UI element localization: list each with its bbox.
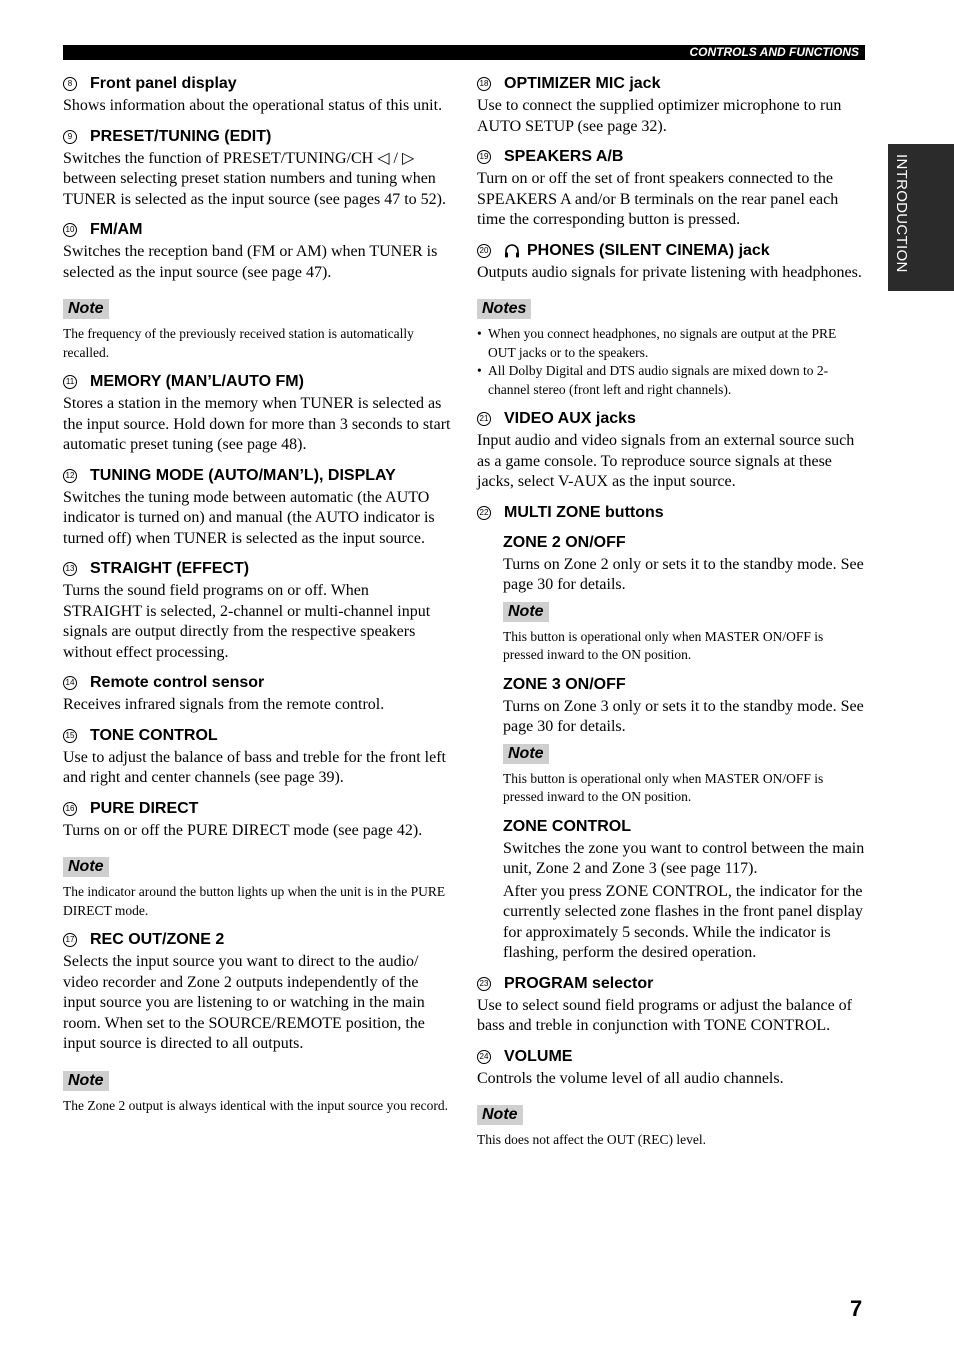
item-description: Selects the input source you want to direct to the audio/ video recorder and Zone 2 outputs independently of the input source you are listening to or watching in the main room. When set to the SOURCE/REMOTE position, the input source is directed to all outputs. (63, 953, 425, 1052)
item-title: TONE CONTROL (90, 726, 218, 744)
item-title: Remote control sensor (90, 674, 265, 691)
note-text: This does not affect the OUT (REC) level. (477, 1132, 706, 1147)
note-label: Note (503, 602, 549, 622)
item-description: Receives infrared signals from the remote control. (63, 696, 385, 713)
note-label: Note (503, 744, 549, 764)
item-number: 17 (63, 933, 77, 947)
item-tone-control (63, 726, 451, 789)
subitem-description: Switches the zone you want to control between the main unit, Zone 2 and Zone 3 (see page 117). (503, 839, 865, 877)
item-number: 14 (63, 676, 77, 690)
item-straight (63, 559, 451, 663)
notes-block (477, 293, 865, 399)
item-title: VIDEO AUX jacks (504, 410, 636, 427)
item-fm-am (63, 220, 451, 283)
item-title: PROGRAM selector (504, 974, 654, 992)
item-number: 20 (477, 244, 491, 258)
item-pure-direct (63, 799, 451, 842)
item-tuning-mode (63, 466, 451, 550)
note-block (63, 851, 451, 920)
note-label: Note (63, 299, 109, 319)
item-title: TUNING MODE (AUTO/MAN’L), DISPLAY (90, 466, 396, 484)
item-number: 9 (63, 130, 77, 144)
item-optimizer-mic (477, 74, 865, 137)
item-number: 10 (63, 223, 77, 237)
subitem-title: ZONE 2 ON/OFF (503, 533, 626, 551)
chapter-tab-label: INTRODUCTION (893, 154, 910, 273)
item-description: Switches the tuning mode between automatic (the AUTO indicator is turned on) and manual (the AUTO indicator is turned off) when TUNER is selected as the input source. (63, 488, 435, 547)
item-number: 18 (477, 77, 491, 91)
note-text: This button is operational only when MASTER ON/OFF is pressed inward to the ON position. (503, 628, 824, 662)
subitem-zone2 (503, 533, 865, 665)
item-description: Turns the sound field programs on or off. When STRAIGHT is selected, 2-channel or multi-channel input signals are output directly from the respective speakers without effect processing. (63, 582, 431, 661)
item-front-panel-display (63, 74, 451, 117)
subitem-description: Turns on Zone 2 only or sets it to the standby mode. See page 30 for details. (503, 555, 864, 593)
item-description: Stores a station in the memory when TUNER is selected as the input source. Hold down for more than 3 seconds to start automatic preset tuning (see page 48). (63, 395, 451, 453)
item-video-aux (477, 409, 865, 493)
item-title: VOLUME (504, 1047, 573, 1065)
item-remote-sensor (63, 673, 451, 716)
right-column (477, 72, 865, 1160)
left-column (63, 72, 451, 1125)
item-number: 24 (477, 1050, 491, 1064)
item-program-selector (477, 974, 865, 1037)
item-description: Input audio and video signals from an external source such as a game console. To reproduce source signals at these jacks, select V-AUX as the input source. (477, 432, 855, 490)
item-description: Use to select sound field programs or adjust the balance of bass and treble in conjunction with TONE CONTROL. (477, 996, 852, 1034)
item-title: SPEAKERS A/B (504, 148, 624, 165)
item-description: Controls the volume level of all audio channels. (477, 1069, 784, 1087)
note-label: Note (63, 1071, 109, 1091)
note-text: The indicator around the button lights up when the unit is in the PURE DIRECT mode. (63, 884, 446, 918)
item-speakers-ab (477, 147, 865, 231)
item-description: Turn on or off the set of front speakers connected to the SPEAKERS A and/or B terminals on the rear panel each time the corresponding button is pressed. (477, 170, 839, 228)
item-rec-out-zone2 (63, 930, 451, 1055)
item-phones-jack (477, 241, 865, 284)
page-number: 7 (850, 1296, 863, 1321)
item-description: Turns on or off the PURE DIRECT mode (see page 42). (63, 821, 423, 839)
item-title: FM/AM (90, 221, 143, 238)
note-text: The frequency of the previously received station is automatically recalled. (63, 326, 414, 360)
item-number: 13 (63, 562, 77, 576)
item-title: REC OUT/ZONE 2 (90, 931, 225, 948)
subitem-zone3 (503, 675, 865, 807)
subitem-description: Turns on Zone 3 only or sets it to the standby mode. See page 30 for details. (503, 697, 864, 735)
item-description: Use to adjust the balance of bass and treble for the front left and right and center channels (see page 39). (63, 748, 446, 786)
notes-list-item: • When you connect headphones, no signals are output at the PRE OUT jacks or to the speakers. (477, 325, 865, 362)
item-title: STRAIGHT (EFFECT) (90, 560, 250, 577)
item-title: PRESET/TUNING (EDIT) (90, 127, 272, 145)
chapter-tab (888, 144, 954, 291)
item-number: 23 (477, 977, 491, 991)
item-title: PHONES (SILENT CINEMA) jack (527, 241, 770, 259)
note-block (477, 1099, 865, 1150)
item-multi-zone (477, 503, 865, 964)
item-description: Shows information about the operational status of this unit. (63, 97, 443, 114)
subitem-description-2: After you press ZONE CONTROL, the indicator for the currently selected zone flashes in the front panel display for approximately 5 seconds. While the indicator is flashing, perform the desired operation. (503, 882, 863, 961)
item-number: 16 (63, 802, 77, 816)
item-number: 8 (63, 77, 77, 91)
notes-list-item: • All Dolby Digital and DTS audio signals are mixed down to 2-channel stereo (front left and right channels). (477, 362, 865, 399)
note-label: Note (477, 1105, 523, 1125)
item-preset-tuning (63, 127, 451, 211)
item-number: 15 (63, 729, 77, 743)
note-block (63, 293, 451, 362)
section-title: CONTROLS AND FUNCTIONS (689, 45, 859, 59)
item-title: PURE DIRECT (90, 799, 199, 817)
note-text: The Zone 2 output is always identical with the input source you record. (63, 1097, 449, 1113)
note-label: Note (63, 857, 109, 877)
item-number: 12 (63, 469, 77, 483)
headphones-icon (504, 244, 520, 258)
subitem-zone-control (503, 817, 865, 964)
item-title: OPTIMIZER MIC jack (504, 75, 661, 92)
notes-label: Notes (477, 299, 531, 319)
note-block (63, 1065, 451, 1116)
item-number: 22 (477, 506, 491, 520)
section-header-bar (63, 45, 865, 60)
item-title: MULTI ZONE buttons (504, 503, 664, 521)
item-volume (477, 1047, 865, 1090)
subitem-title: ZONE 3 ON/OFF (503, 675, 626, 693)
item-title: MEMORY (MAN’L/AUTO FM) (90, 373, 304, 390)
note-text: This button is operational only when MASTER ON/OFF is pressed inward to the ON position. (503, 770, 824, 804)
item-number: 21 (477, 412, 491, 426)
item-description: Outputs audio signals for private listening with headphones. (477, 263, 862, 281)
item-description: Switches the reception band (FM or AM) when TUNER is selected as the input source (see page 47). (63, 243, 438, 281)
item-title: Front panel display (90, 75, 237, 92)
item-memory (63, 372, 451, 456)
subitem-title: ZONE CONTROL (503, 817, 631, 835)
item-number: 19 (477, 150, 491, 164)
item-description: Use to connect the supplied optimizer microphone to run AUTO SETUP (see page 32). (477, 97, 842, 135)
notes-list (477, 325, 865, 399)
item-number: 11 (63, 375, 77, 389)
item-description: Switches the function of PRESET/TUNING/CH ◁ / ▷ between selecting preset station numbers and tuning when TUNER is selected as the input source (see pages 47 to 52). (63, 149, 447, 208)
